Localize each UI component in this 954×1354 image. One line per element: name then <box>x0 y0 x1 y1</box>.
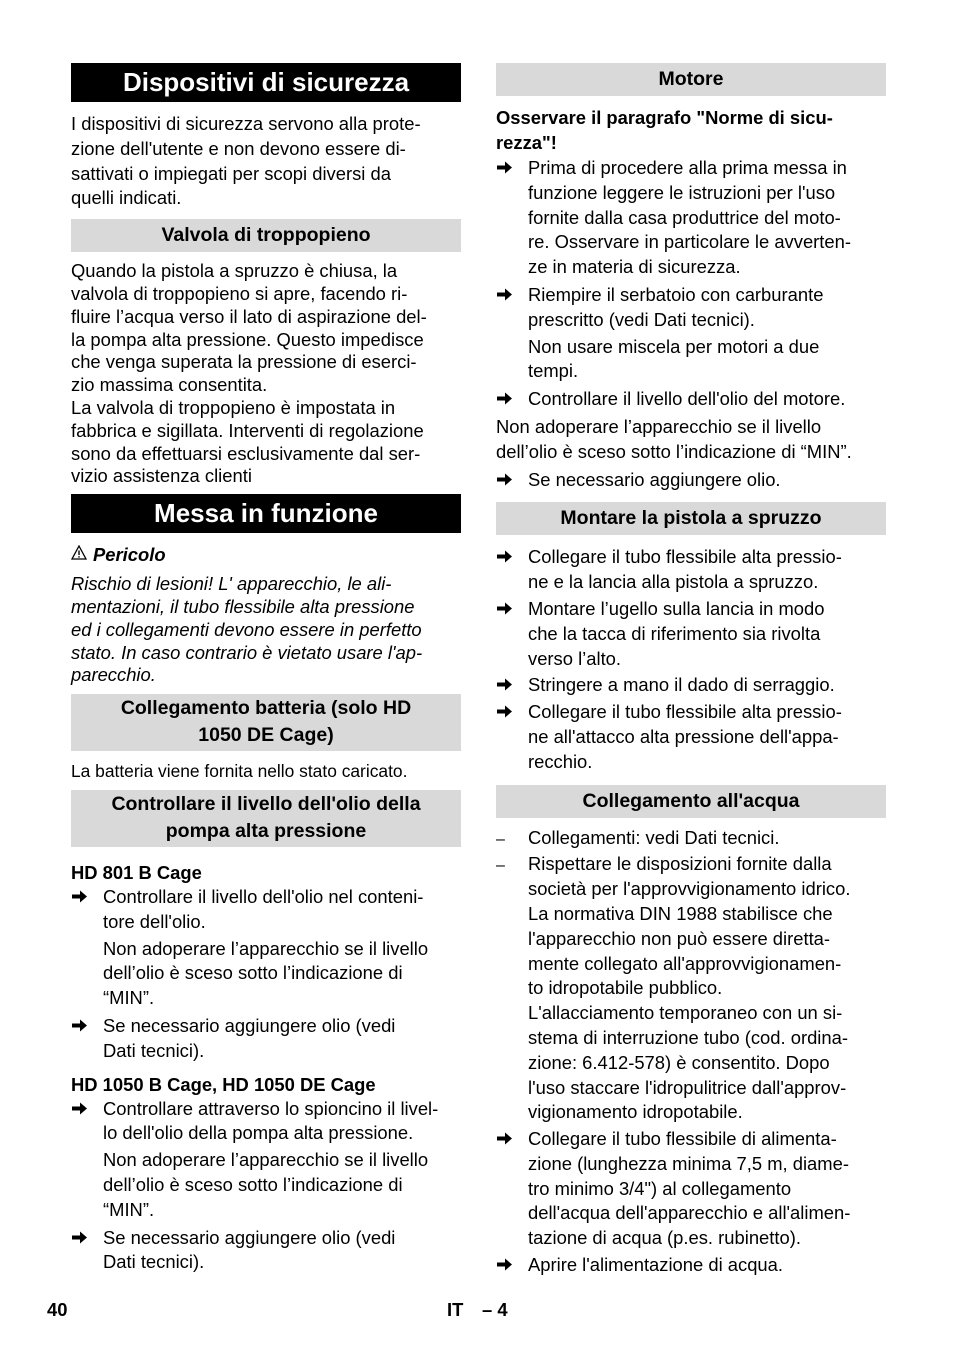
text-line: fornite dalla casa produttrice del moto- <box>528 206 841 228</box>
arrow-right-icon <box>496 387 516 409</box>
right-column <box>496 63 886 1278</box>
arrow-right-icon <box>496 1127 516 1149</box>
arrow-right-icon <box>71 1014 91 1036</box>
list-item <box>496 283 886 333</box>
list-item-text <box>103 1097 461 1147</box>
text-line: re. Osservare in particolare le avverten- <box>528 231 851 253</box>
text-line: 1050 DE Cage) <box>198 724 334 747</box>
heading-mount-spray-gun: Montare la pistola a spruzzo <box>496 502 886 535</box>
motor-oil-warning <box>496 415 886 465</box>
list-item-text <box>528 545 886 595</box>
list-item-text <box>528 852 886 1125</box>
text-line: funzione leggere le istruzioni per l'uso <box>528 181 836 203</box>
text-line: ed i collegamenti devono essere in perfetto <box>71 618 422 640</box>
list-item <box>71 1014 461 1064</box>
list-item-text <box>528 597 886 671</box>
arrow-right-icon <box>496 597 516 619</box>
list-item-text <box>528 283 886 333</box>
text-line: zione: 6.412-578) è consentito. Dopo <box>528 1051 830 1073</box>
arrow-right-icon <box>496 673 516 695</box>
list-item-text: Aprire l'alimentazione di acqua. <box>528 1254 783 1276</box>
text-line: Se necessario aggiungere olio (vedi <box>103 1014 396 1036</box>
text-line: Osservare il paragrafo "Norme di sicu- <box>496 107 833 128</box>
text-line: vizio assistenza clienti <box>71 465 252 487</box>
overflow-valve-text <box>71 260 461 488</box>
text-line: La valvola di troppopieno è impostata in <box>71 396 396 418</box>
text-line: tore dell'olio. <box>103 910 206 932</box>
list-item <box>496 673 886 698</box>
arrow-right-icon <box>496 700 516 722</box>
text-line: tro minimo 3/4") al collegamento <box>528 1177 792 1199</box>
text-line: vigionamento idropotabile. <box>528 1101 743 1123</box>
heading-start-up: Messa in funzione <box>71 494 461 533</box>
arrow-right-icon <box>496 1253 516 1275</box>
list-item-text: Se necessario aggiungere olio. <box>528 468 781 490</box>
list-item <box>496 156 886 280</box>
arrow-right-icon <box>71 885 91 907</box>
text-line: ne all'attacco alta pressione dell'appa- <box>528 725 839 747</box>
text-line: Se necessario aggiungere olio (vedi <box>103 1226 396 1248</box>
text-line: zione (lunghezza minima 7,5 m, diame- <box>528 1152 849 1174</box>
heading-motor: Motore <box>496 63 886 96</box>
text-line: dell’olio è sceso sotto l’indicazione di “MIN”. <box>496 440 852 462</box>
text-line: tazione di acqua (p.es. rubinetto). <box>528 1227 801 1249</box>
text-line: Controllare il livello dell'olio della <box>111 792 421 815</box>
text-line: ne e la lancia alla pistola a spruzzo. <box>528 571 819 593</box>
subheading-hd801: HD 801 B Cage <box>71 861 202 883</box>
text-line: stema di interruzione tubo (cod. ordina- <box>528 1026 848 1048</box>
dash-icon: – <box>496 857 505 875</box>
page-number: 40 <box>47 1299 68 1320</box>
text-line: sattivati o impiegati per scopi diversi da <box>71 162 391 184</box>
text-line: dell'acqua dell'apparecchio e all'alimen- <box>528 1202 851 1224</box>
list-item <box>496 545 886 595</box>
text-line: Montare l’ugello sulla lancia in modo <box>528 597 825 619</box>
text-line: società per l'approvvigionamento idrico. <box>528 878 851 900</box>
text-line: Controllare attraverso lo spioncino il livel- <box>103 1097 439 1119</box>
text-line: “MIN”. <box>103 987 155 1009</box>
text-line: Non usare miscela per motori a due <box>528 335 820 357</box>
text-line: Dati tecnici). <box>103 1251 205 1273</box>
text-line: Rischio di lesioni! L' apparecchio, le ali- <box>71 573 392 595</box>
text-line: Dati tecnici). <box>103 1039 205 1061</box>
footer-language: IT <box>447 1299 464 1320</box>
warning-triangle-icon <box>71 542 93 560</box>
list-item <box>496 1127 886 1251</box>
heading-pump-oil-level <box>71 790 461 847</box>
arrow-right-icon <box>496 156 516 178</box>
list-item <box>71 885 461 935</box>
list-item-text: Collegamenti: vedi Dati tecnici. <box>528 826 780 848</box>
heading-overflow-valve: Valvola di troppopieno <box>71 219 461 252</box>
left-column <box>71 63 461 1275</box>
arrow-right-icon <box>496 545 516 567</box>
text-line: che la tacca di riferimento sia rivolta <box>528 622 821 644</box>
text-line: verso l’alto. <box>528 647 622 669</box>
arrow-right-icon <box>71 1097 91 1119</box>
text-line: fabbrica e sigillata. Interventi di regolazione <box>71 419 424 441</box>
text-line: Rispettare le disposizioni fornite dalla <box>528 853 832 875</box>
list-item <box>496 700 886 774</box>
heading-safety-devices: Dispositivi di sicurezza <box>71 63 461 102</box>
text-line: dell’olio è sceso sotto l’indicazione di <box>103 1173 403 1195</box>
text-line: zio massima consentita. <box>71 374 268 396</box>
list-item-text <box>103 885 461 935</box>
text-line: mente collegato all'approvvigionamen- <box>528 952 842 974</box>
list-item <box>496 387 886 412</box>
list-item-text <box>528 700 886 774</box>
continuation-text <box>496 335 886 385</box>
text-line: rezza"! <box>496 132 557 153</box>
list-item <box>496 826 886 851</box>
list-item <box>496 852 886 1125</box>
list-item-text <box>528 156 886 280</box>
text-line: che venga superata la pressione di eserci- <box>71 351 417 373</box>
text-line: lo dell'olio della pompa alta pressione. <box>103 1122 414 1144</box>
text-line: prescritto (vedi Dati tecnici). <box>528 308 755 330</box>
text-line: stato. In caso contrario è vietato usare l'ap- <box>71 641 423 663</box>
list-item <box>496 597 886 671</box>
text-line: Controllare il livello dell'olio nel conteni- <box>103 885 424 907</box>
text-line: tempi. <box>528 360 579 382</box>
text-line: Collegamento batteria (solo HD <box>120 697 412 720</box>
list-item-text: Controllare il livello dell'olio del motore. <box>528 388 846 410</box>
text-line: Collegare il tubo flessibile di alimenta- <box>528 1128 837 1150</box>
text-line: fluire l’acqua verso il lato di aspirazione del- <box>71 305 427 327</box>
text-line: la pompa alta pressione. Questo impedisce <box>71 328 424 350</box>
footer-section-page: – 4 <box>482 1299 508 1320</box>
text-line: to idropotabile pubblico. <box>528 977 723 999</box>
dash-icon: – <box>496 830 505 848</box>
subheading-hd1050: HD 1050 B Cage, HD 1050 DE Cage <box>71 1073 376 1095</box>
list-item-text <box>103 1226 461 1276</box>
text-line: Non adoperare l’apparecchio se il livello <box>496 415 822 437</box>
text-line: pompa alta pressione <box>165 819 367 842</box>
safety-devices-text <box>71 112 461 211</box>
text-line: dell’olio è sceso sotto l’indicazione di <box>103 962 403 984</box>
list-item <box>71 1097 461 1147</box>
text-line: “MIN”. <box>103 1198 155 1220</box>
list-item <box>496 1253 886 1278</box>
text-line: valvola di troppopieno si apre, facendo ri- <box>71 282 408 304</box>
heading-battery-connection <box>71 694 461 751</box>
text-line: l'apparecchio non può essere diretta- <box>528 927 831 949</box>
text-line: sono da effettuarsi esclusivamente dal ser- <box>71 442 421 464</box>
text-line: l'uso staccare l'idropulitrice dall'approv- <box>528 1076 847 1098</box>
heading-water-connection: Collegamento all'acqua <box>496 785 886 818</box>
list-item <box>71 1226 461 1276</box>
text-line: Non adoperare l’apparecchio se il livello <box>103 1149 429 1171</box>
text-line: zione dell'utente e non devono essere di- <box>71 137 406 159</box>
list-item-text <box>528 1127 886 1251</box>
battery-text: La batteria viene fornita nello stato caricato. <box>71 761 408 782</box>
text-line: L'allacciamento temporaneo con un si- <box>528 1002 843 1024</box>
text-line: Quando la pistola a spruzzo è chiusa, la <box>71 260 398 282</box>
text-line: Prima di procedere alla prima messa in <box>528 157 847 178</box>
text-line: La normativa DIN 1988 stabilisce che <box>528 902 833 924</box>
danger-label: Pericolo <box>93 544 166 566</box>
continuation-text <box>71 1148 461 1222</box>
danger-heading <box>71 542 461 567</box>
arrow-right-icon <box>71 1226 91 1248</box>
text-line: Collegare il tubo flessibile alta pressio- <box>528 546 842 568</box>
text-line: I dispositivi di sicurezza servono alla prote- <box>71 113 421 134</box>
arrow-right-icon <box>496 468 516 490</box>
text-line: recchio. <box>528 750 593 772</box>
continuation-text <box>71 937 461 1011</box>
arrow-right-icon <box>496 283 516 305</box>
danger-text <box>71 573 461 687</box>
list-item-text: Stringere a mano il dado di serraggio. <box>528 674 835 696</box>
motor-safety-note <box>496 105 886 155</box>
text-line: Riempire il serbatoio con carburante <box>528 283 824 305</box>
text-line: Collegare il tubo flessibile alta pressio- <box>528 701 842 723</box>
list-item <box>496 468 886 493</box>
text-line: ze in materia di sicurezza. <box>528 256 741 278</box>
text-line: mentazioni, il tubo flessibile alta pressione <box>71 595 415 617</box>
text-line: parecchio. <box>71 664 156 686</box>
list-item-text <box>103 1014 461 1064</box>
text-line: Non adoperare l’apparecchio se il livello <box>103 937 429 959</box>
text-line: quelli indicati. <box>71 187 182 209</box>
